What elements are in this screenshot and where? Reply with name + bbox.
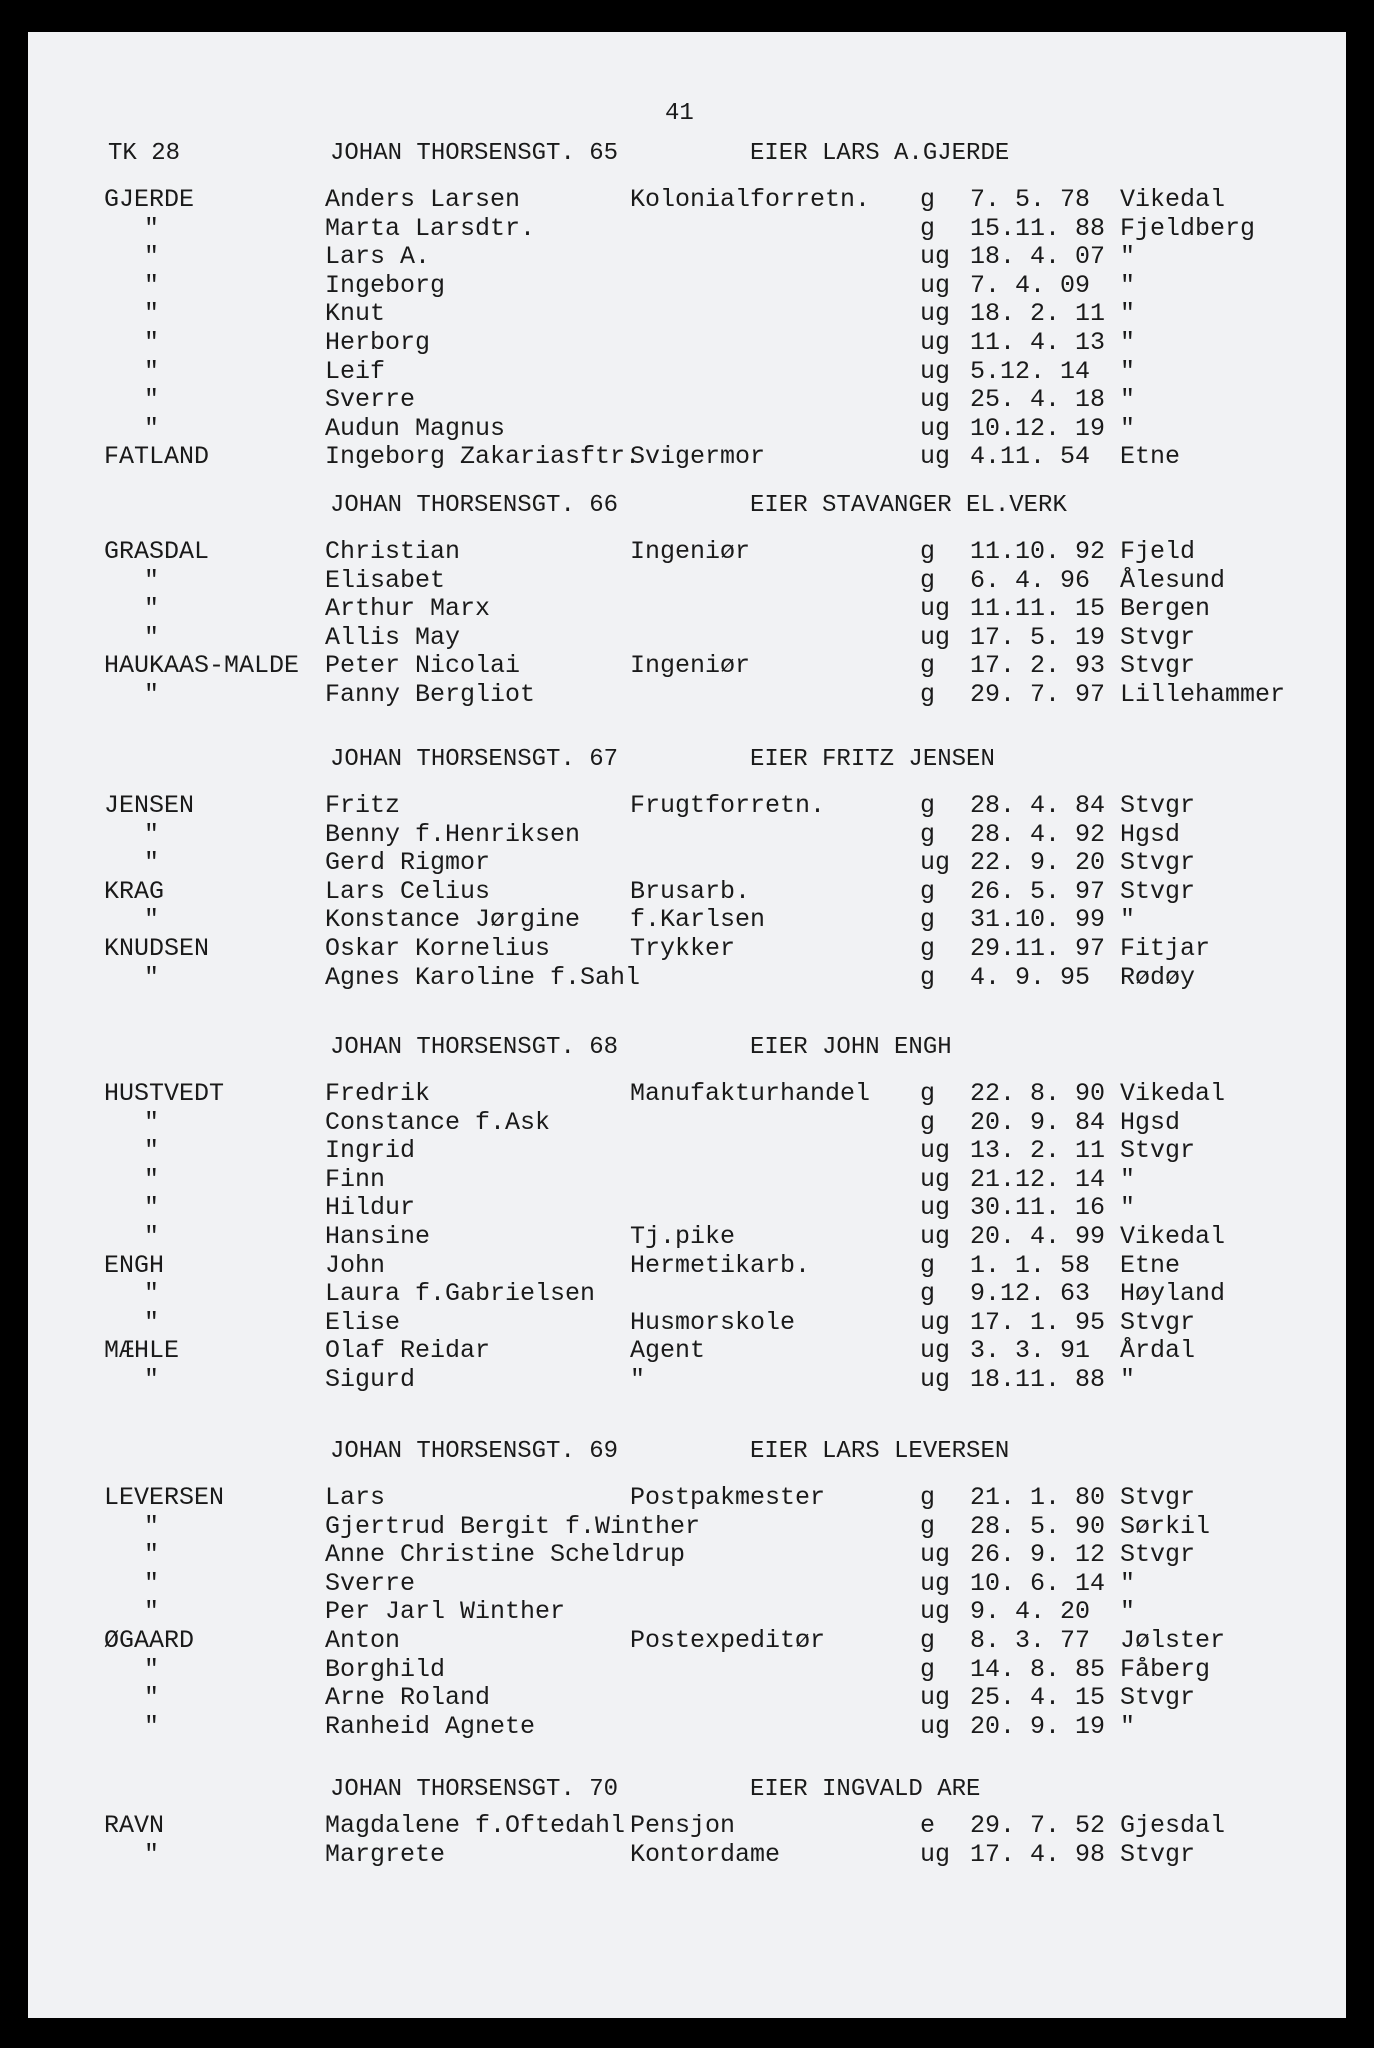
occupation: Agent xyxy=(630,1336,706,1365)
family-name: KNUDSEN xyxy=(104,934,210,963)
typed-sheet xyxy=(28,32,1346,2018)
family-name: ØGAARD xyxy=(104,1626,195,1655)
family-name: " xyxy=(144,848,160,877)
birth-date: 18. 2. 11 xyxy=(970,299,1106,328)
marital-status: ug xyxy=(920,1712,951,1741)
occupation: Postpakmester xyxy=(630,1483,826,1512)
occupation: Ingeniør xyxy=(630,651,751,680)
person-name: Agnes Karoline f.Sahl xyxy=(325,963,641,992)
person-name: Gerd Rigmor xyxy=(325,848,491,877)
family-name: " xyxy=(144,1569,160,1598)
birth-date: 18.11. 88 xyxy=(970,1365,1106,1394)
birth-date: 20. 9. 84 xyxy=(970,1108,1106,1137)
family-name: " xyxy=(144,623,160,652)
birth-place: Vikedal xyxy=(1120,185,1226,214)
marital-status: ug xyxy=(920,271,951,300)
family-name: JENSEN xyxy=(104,791,195,820)
birth-date: 20. 9. 19 xyxy=(970,1712,1106,1741)
person-name: Anders Larsen xyxy=(325,185,521,214)
marital-status: ug xyxy=(920,1597,951,1626)
section-title: JOHAN THORSENSGT. 66 xyxy=(330,492,619,519)
birth-date: 25. 4. 15 xyxy=(970,1683,1106,1712)
marital-status: g xyxy=(920,1655,936,1684)
birth-place: Rødøy xyxy=(1120,963,1196,992)
person-name: Constance f.Ask xyxy=(325,1108,551,1137)
birth-date: 9. 4. 20 xyxy=(970,1597,1091,1626)
birth-place: Sørkil xyxy=(1120,1512,1211,1541)
birth-date: 13. 2. 11 xyxy=(970,1136,1106,1165)
birth-place: Årdal xyxy=(1120,1336,1196,1365)
section-owner: EIER LARS A.GJERDE xyxy=(750,140,1010,167)
marital-status: g xyxy=(920,566,936,595)
marital-status: g xyxy=(920,1279,936,1308)
birth-date: 25. 4. 18 xyxy=(970,385,1106,414)
marital-status: g xyxy=(920,905,936,934)
section-title: JOHAN THORSENSGT. 69 xyxy=(330,1438,619,1465)
birth-date: 29. 7. 52 xyxy=(970,1811,1106,1840)
marital-status: g xyxy=(920,185,936,214)
birth-date: 11.10. 92 xyxy=(970,537,1106,566)
birth-place: " xyxy=(1120,905,1136,934)
birth-place: " xyxy=(1120,242,1136,271)
section-owner: EIER INGVALD ARE xyxy=(750,1776,981,1803)
family-name: " xyxy=(144,1165,160,1194)
marital-status: ug xyxy=(920,299,951,328)
person-name: Herborg xyxy=(325,328,431,357)
person-name: Elisabet xyxy=(325,566,446,595)
birth-date: 28. 5. 90 xyxy=(970,1512,1106,1541)
section-title: JOHAN THORSENSGT. 65 xyxy=(330,140,619,167)
birth-place: Stvgr xyxy=(1120,623,1196,652)
family-name: " xyxy=(144,1108,160,1137)
birth-date: 21. 1. 80 xyxy=(970,1483,1106,1512)
section-title: JOHAN THORSENSGT. 70 xyxy=(330,1776,619,1803)
birth-date: 3. 3. 91 xyxy=(970,1336,1091,1365)
birth-date: 7. 5. 78 xyxy=(970,185,1091,214)
marital-status: g xyxy=(920,1483,936,1512)
marital-status: ug xyxy=(920,594,951,623)
birth-date: 28. 4. 92 xyxy=(970,820,1106,849)
birth-place: Fjeld xyxy=(1120,537,1196,566)
birth-date: 30.11. 16 xyxy=(970,1193,1106,1222)
birth-place: Stvgr xyxy=(1120,848,1196,877)
marital-status: ug xyxy=(920,1308,951,1337)
marital-status: g xyxy=(920,820,936,849)
birth-place: Stvgr xyxy=(1120,1483,1196,1512)
birth-date: 17. 4. 98 xyxy=(970,1840,1106,1869)
occupation: Frugtforretn. xyxy=(630,791,826,820)
person-name: Lars xyxy=(325,1483,386,1512)
birth-place: " xyxy=(1120,328,1136,357)
family-name: " xyxy=(144,1597,160,1626)
person-name: Leif xyxy=(325,357,386,386)
family-name: " xyxy=(144,357,160,386)
marital-status: ug xyxy=(920,623,951,652)
birth-date: 10.12. 19 xyxy=(970,414,1106,443)
occupation: " xyxy=(630,1365,646,1394)
birth-date: 28. 4. 84 xyxy=(970,791,1106,820)
occupation: Kolonialforretn. xyxy=(630,185,871,214)
person-name: Sigurd xyxy=(325,1365,416,1394)
birth-date: 17. 5. 19 xyxy=(970,623,1106,652)
marital-status: ug xyxy=(920,1193,951,1222)
person-name: Lars A. xyxy=(325,242,431,271)
marital-status: ug xyxy=(920,1683,951,1712)
birth-date: 21.12. 14 xyxy=(970,1165,1106,1194)
family-name: GJERDE xyxy=(104,185,195,214)
person-name: Sverre xyxy=(325,385,416,414)
birth-place: " xyxy=(1120,1193,1136,1222)
marital-status: ug xyxy=(920,1136,951,1165)
header-id: TK 28 xyxy=(108,140,181,167)
person-name: Marta Larsdtr. xyxy=(325,214,536,243)
person-name: Fanny Bergliot xyxy=(325,680,536,709)
person-name: Per Jarl Winther xyxy=(325,1597,566,1626)
birth-date: 29. 7. 97 xyxy=(970,680,1106,709)
birth-date: 8. 3. 77 xyxy=(970,1626,1091,1655)
section-owner: EIER STAVANGER EL.VERK xyxy=(750,492,1067,519)
family-name: " xyxy=(144,299,160,328)
person-name: Knut xyxy=(325,299,386,328)
birth-date: 20. 4. 99 xyxy=(970,1222,1106,1251)
birth-place: Fjeldberg xyxy=(1120,214,1256,243)
marital-status: ug xyxy=(920,1336,951,1365)
marital-status: ug xyxy=(920,442,951,471)
family-name: " xyxy=(144,242,160,271)
birth-date: 10. 6. 14 xyxy=(970,1569,1106,1598)
marital-status: g xyxy=(920,1251,936,1280)
marital-status: g xyxy=(920,877,936,906)
family-name: " xyxy=(144,1193,160,1222)
family-name: HAUKAAS-MALDE xyxy=(104,651,300,680)
birth-place: " xyxy=(1120,1597,1136,1626)
occupation: Tj.pike xyxy=(630,1222,736,1251)
person-name: Finn xyxy=(325,1165,386,1194)
family-name: " xyxy=(144,594,160,623)
person-name: Ingeborg xyxy=(325,271,446,300)
birth-place: Stvgr xyxy=(1120,1540,1196,1569)
person-name: Christian xyxy=(325,537,461,566)
person-name: Arne Roland xyxy=(325,1683,491,1712)
birth-date: 4. 9. 95 xyxy=(970,963,1091,992)
family-name: " xyxy=(144,1365,160,1394)
birth-place: Stvgr xyxy=(1120,651,1196,680)
birth-date: 22. 9. 20 xyxy=(970,848,1106,877)
family-name: " xyxy=(144,820,160,849)
birth-place: " xyxy=(1120,1569,1136,1598)
marital-status: ug xyxy=(920,242,951,271)
marital-status: ug xyxy=(920,1222,951,1251)
birth-date: 1. 1. 58 xyxy=(970,1251,1091,1280)
birth-place: Høyland xyxy=(1120,1279,1226,1308)
family-name: " xyxy=(144,566,160,595)
family-name: " xyxy=(144,271,160,300)
birth-place: " xyxy=(1120,385,1136,414)
marital-status: g xyxy=(920,1079,936,1108)
person-name: Konstance Jørgine xyxy=(325,905,581,934)
marital-status: ug xyxy=(920,1540,951,1569)
family-name: MÆHLE xyxy=(104,1336,180,1365)
birth-place: Stvgr xyxy=(1120,1308,1196,1337)
person-name: Elise xyxy=(325,1308,401,1337)
birth-place: Stvgr xyxy=(1120,877,1196,906)
birth-date: 29.11. 97 xyxy=(970,934,1106,963)
family-name: " xyxy=(144,385,160,414)
birth-date: 26. 9. 12 xyxy=(970,1540,1106,1569)
birth-date: 9.12. 63 xyxy=(970,1279,1091,1308)
birth-place: Stvgr xyxy=(1120,1683,1196,1712)
marital-status: ug xyxy=(920,1365,951,1394)
person-name: Gjertrud Bergit f.Winther xyxy=(325,1512,701,1541)
birth-date: 5.12. 14 xyxy=(970,357,1091,386)
marital-status: g xyxy=(920,963,936,992)
birth-place: " xyxy=(1120,357,1136,386)
birth-place: Vikedal xyxy=(1120,1079,1226,1108)
person-name: Sverre xyxy=(325,1569,416,1598)
person-name: Peter Nicolai xyxy=(325,651,521,680)
marital-status: g xyxy=(920,1512,936,1541)
marital-status: ug xyxy=(920,848,951,877)
family-name: " xyxy=(144,1712,160,1741)
marital-status: ug xyxy=(920,1165,951,1194)
marital-status: ug xyxy=(920,328,951,357)
marital-status: ug xyxy=(920,1840,951,1869)
birth-date: 18. 4. 07 xyxy=(970,242,1106,271)
birth-date: 31.10. 99 xyxy=(970,905,1106,934)
birth-date: 17. 1. 95 xyxy=(970,1308,1106,1337)
marital-status: g xyxy=(920,1626,936,1655)
section-owner: EIER LARS LEVERSEN xyxy=(750,1438,1010,1465)
family-name: " xyxy=(144,1512,160,1541)
birth-place: Etne xyxy=(1120,1251,1181,1280)
family-name: " xyxy=(144,328,160,357)
person-name: John xyxy=(325,1251,386,1280)
person-name: Lars Celius xyxy=(325,877,491,906)
birth-date: 4.11. 54 xyxy=(970,442,1091,471)
person-name: Hildur xyxy=(325,1193,416,1222)
birth-place: Gjesdal xyxy=(1120,1811,1226,1840)
person-name: Fredrik xyxy=(325,1079,431,1108)
person-name: Magdalene f.Oftedahl xyxy=(325,1811,626,1840)
birth-date: 11.11. 15 xyxy=(970,594,1106,623)
birth-place: Fåberg xyxy=(1120,1655,1211,1684)
person-name: Margrete xyxy=(325,1840,446,1869)
marital-status: g xyxy=(920,537,936,566)
family-name: GRASDAL xyxy=(104,537,210,566)
person-name: Arthur Marx xyxy=(325,594,491,623)
person-name: Fritz xyxy=(325,791,401,820)
birth-place: Stvgr xyxy=(1120,1136,1196,1165)
marital-status: g xyxy=(920,680,936,709)
person-name: Oskar Kornelius xyxy=(325,934,551,963)
family-name: " xyxy=(144,1840,160,1869)
occupation: Kontordame xyxy=(630,1840,781,1869)
person-name: Laura f.Gabrielsen xyxy=(325,1279,596,1308)
person-name: Olaf Reidar xyxy=(325,1336,491,1365)
marital-status: e xyxy=(920,1811,936,1840)
occupation: Manufakturhandel xyxy=(630,1079,871,1108)
family-name: " xyxy=(144,1540,160,1569)
birth-place: Stvgr xyxy=(1120,791,1196,820)
birth-place: Hgsd xyxy=(1120,1108,1181,1137)
marital-status: g xyxy=(920,791,936,820)
family-name: " xyxy=(144,1136,160,1165)
occupation: Hermetikarb. xyxy=(630,1251,811,1280)
birth-place: Vikedal xyxy=(1120,1222,1226,1251)
occupation: Ingeniør xyxy=(630,537,751,566)
person-name: Borghild xyxy=(325,1655,446,1684)
section-owner: EIER JOHN ENGH xyxy=(750,1034,952,1061)
family-name: LEVERSEN xyxy=(104,1483,225,1512)
section-owner: EIER FRITZ JENSEN xyxy=(750,746,995,773)
marital-status: g xyxy=(920,1108,936,1137)
birth-place: Fitjar xyxy=(1120,934,1211,963)
birth-place: " xyxy=(1120,1165,1136,1194)
family-name: " xyxy=(144,1222,160,1251)
family-name: " xyxy=(144,1279,160,1308)
marital-status: ug xyxy=(920,414,951,443)
person-name: Ranheid Agnete xyxy=(325,1712,536,1741)
birth-place: Ålesund xyxy=(1120,566,1226,595)
birth-place: " xyxy=(1120,1365,1136,1394)
person-name: Ingrid xyxy=(325,1136,416,1165)
occupation: f.Karlsen xyxy=(630,905,766,934)
birth-date: 14. 8. 85 xyxy=(970,1655,1106,1684)
birth-date: 15.11. 88 xyxy=(970,214,1106,243)
birth-place: Bergen xyxy=(1120,594,1211,623)
birth-place: " xyxy=(1120,414,1136,443)
person-name: Ingeborg Zakariasftr. xyxy=(325,442,641,471)
occupation: Pensjon xyxy=(630,1811,736,1840)
family-name: " xyxy=(144,1683,160,1712)
marital-status: g xyxy=(920,214,936,243)
family-name: " xyxy=(144,1655,160,1684)
occupation: Svigermor xyxy=(630,442,766,471)
person-name: Allis May xyxy=(325,623,461,652)
birth-date: 11. 4. 13 xyxy=(970,328,1106,357)
birth-date: 6. 4. 96 xyxy=(970,566,1091,595)
birth-place: Etne xyxy=(1120,442,1181,471)
family-name: HUSTVEDT xyxy=(104,1079,225,1108)
family-name: " xyxy=(144,905,160,934)
family-name: " xyxy=(144,1308,160,1337)
occupation: Husmorskole xyxy=(630,1308,796,1337)
birth-place: " xyxy=(1120,299,1136,328)
person-name: Benny f.Henriksen xyxy=(325,820,581,849)
birth-place: Hgsd xyxy=(1120,820,1181,849)
family-name: " xyxy=(144,214,160,243)
birth-date: 22. 8. 90 xyxy=(970,1079,1106,1108)
person-name: Anton xyxy=(325,1626,401,1655)
marital-status: g xyxy=(920,934,936,963)
section-title: JOHAN THORSENSGT. 67 xyxy=(330,746,619,773)
birth-place: " xyxy=(1120,1712,1136,1741)
marital-status: ug xyxy=(920,385,951,414)
person-name: Anne Christine Scheldrup xyxy=(325,1540,686,1569)
family-name: " xyxy=(144,680,160,709)
family-name: KRAG xyxy=(104,877,165,906)
marital-status: g xyxy=(920,651,936,680)
family-name: RAVN xyxy=(104,1811,165,1840)
birth-place: Lillehammer xyxy=(1120,680,1286,709)
occupation: Brusarb. xyxy=(630,877,751,906)
birth-place: Jølster xyxy=(1120,1626,1226,1655)
family-name: ENGH xyxy=(104,1251,165,1280)
birth-date: 26. 5. 97 xyxy=(970,877,1106,906)
page-number: 41 xyxy=(665,100,694,127)
person-name: Hansine xyxy=(325,1222,431,1251)
occupation: Trykker xyxy=(630,934,736,963)
person-name: Audun Magnus xyxy=(325,414,506,443)
section-title: JOHAN THORSENSGT. 68 xyxy=(330,1034,619,1061)
family-name: " xyxy=(144,963,160,992)
family-name: " xyxy=(144,414,160,443)
occupation: Postexpeditør xyxy=(630,1626,826,1655)
birth-place: " xyxy=(1120,271,1136,300)
birth-place: Stvgr xyxy=(1120,1840,1196,1869)
marital-status: ug xyxy=(920,357,951,386)
family-name: FATLAND xyxy=(104,442,210,471)
birth-date: 17. 2. 93 xyxy=(970,651,1106,680)
birth-date: 7. 4. 09 xyxy=(970,271,1091,300)
marital-status: ug xyxy=(920,1569,951,1598)
